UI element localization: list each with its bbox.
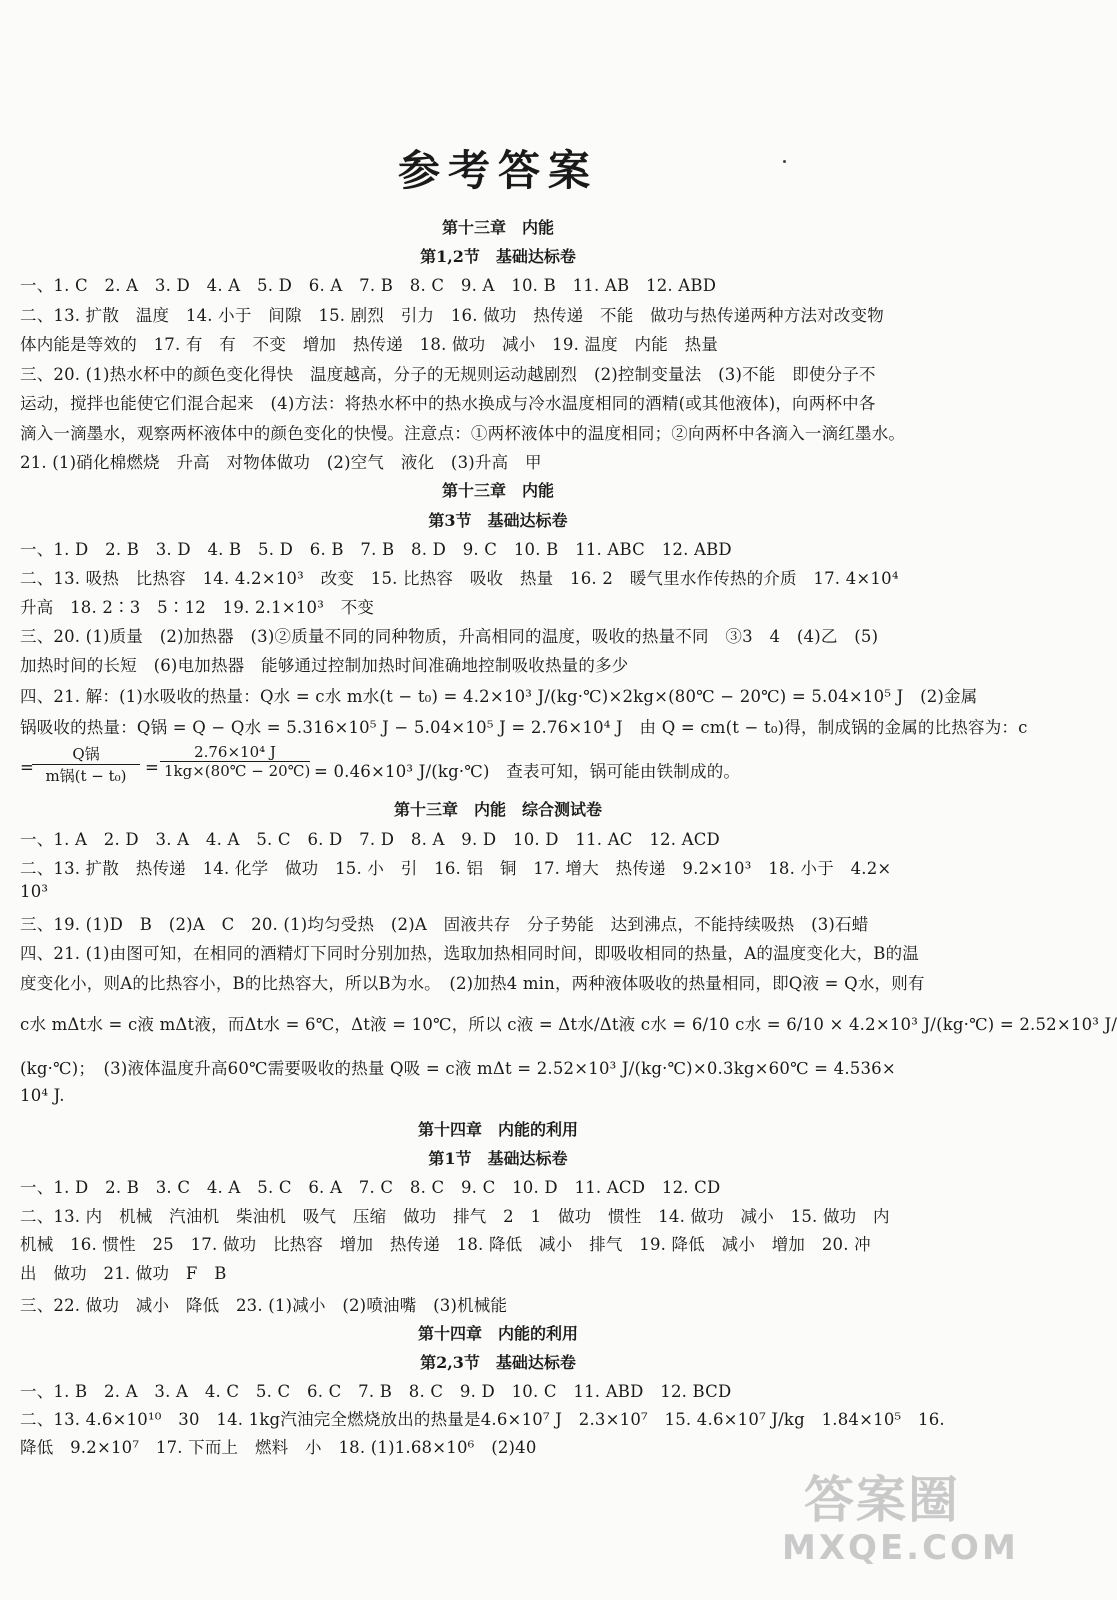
answer-line: 降低 9.2×10⁷ 17. 下而上 燃料 小 18. (1)1.68×10⁶ (2)40 xyxy=(20,1438,537,1457)
watermark-url: MXQE.COM xyxy=(782,1528,1019,1568)
page-title: 参考答案 xyxy=(397,146,598,195)
answer-line: 升高 18. 2∶3 5∶12 19. 2.1×10³ 不变 xyxy=(20,598,375,617)
fraction-values xyxy=(160,743,310,780)
chapter-heading: 第十三章 内能 xyxy=(441,218,554,237)
equals-sign: = xyxy=(145,758,160,777)
chapter-heading: 第十三章 内能 综合测试卷 xyxy=(393,800,602,819)
answer-line: 二、13. 内 机械 汽油机 柴油机 吸气 压缩 做功 排气 2 1 做功 惯性 14. 做功 减小 15. 做功 内 xyxy=(20,1207,890,1226)
answer-line: 一、1. A 2. D 3. A 4. A 5. C 6. D 7. D 8. A 9. D 10. D 11. AC 12. ACD xyxy=(20,830,720,849)
answer-line: 10⁴ J. xyxy=(20,1086,65,1105)
watermark-text: 答案圈 xyxy=(804,1471,960,1529)
answer-line: (kg·℃)； (3)液体温度升高60℃需要吸收的热量 Q吸 = c液 mΔt = 2.52×10³ J/(kg·℃)×0.3kg×60℃ = 4.536× xyxy=(20,1059,896,1078)
answer-line: 三、22. 做功 减小 降低 23. (1)减小 (2)喷油嘴 (3)机械能 xyxy=(20,1296,508,1315)
answer-line: 四、21. (1)由图可知，在相同的酒精灯下同时分别加热，选取加热相同时间，即吸收相同的热量，A的温度变化大，B的温 xyxy=(20,944,919,963)
fraction-numerator: 2.76×10⁴ J xyxy=(194,743,276,761)
answer-line: = 0.46×10³ J/(kg·℃) 查表可知，锅可能由铁制成的。 xyxy=(314,762,741,781)
answer-line: c水 mΔt水 = c液 mΔt液，而Δt水 = 6℃，Δt液 = 10℃，所以 c液 = Δt水/Δt液 c水 = 6/10 c水 = 6/10 × 4.2×10³ J/(kg·℃) = 2.52×10³ J/ xyxy=(20,1015,1117,1034)
speck xyxy=(783,160,786,163)
chapter-heading: 第十四章 内能的利用 xyxy=(417,1120,578,1139)
answer-line: 三、20. (1)热水杯中的颜色变化得快 温度越高，分子的无规则运动越剧烈 (2)控制变量法 (3)不能 即使分子不 xyxy=(20,365,876,384)
answer-line: 机械 16. 惯性 25 17. 做功 比热容 增加 热传递 18. 降低 减小 排气 19. 降低 减小 增加 20. 冲 xyxy=(20,1235,871,1254)
section-heading: 第1,2节 基础达标卷 xyxy=(420,247,576,266)
answer-line: 体内能是等效的 17. 有 有 不变 增加 热传递 18. 做功 减小 19. 温度 内能 热量 xyxy=(20,335,719,354)
fraction-numerator: Q锅 xyxy=(72,745,100,763)
fraction-denominator: 1kg×(80℃ − 20℃) xyxy=(164,762,311,780)
equals-sign: = xyxy=(20,758,35,777)
answer-line: 出 做功 21. 做功 F B xyxy=(20,1264,227,1283)
answer-line: 一、1. C 2. A 3. D 4. A 5. D 6. A 7. B 8. C 9. A 10. B 11. AB 12. ABD xyxy=(20,276,717,295)
answer-line: 二、13. 4.6×10¹⁰ 30 14. 1kg汽油完全燃烧放出的热量是4.6×10⁷ J 2.3×10⁷ 15. 4.6×10⁷ J/kg 1.84×10⁵ 16. xyxy=(20,1410,945,1429)
answer-line: 三、20. (1)质量 (2)加热器 (3)②质量不同的同种物质，升高相同的温度，吸收的热量不同 ③3 4 (4)乙 (5) xyxy=(20,627,879,646)
section-heading: 第3节 基础达标卷 xyxy=(428,511,568,530)
answer-line: 三、19. (1)D B (2)A C 20. (1)均匀受热 (2)A 固液共存 分子势能 达到沸点，不能持续吸热 (3)石蜡 xyxy=(20,915,869,934)
fraction-specific-heat xyxy=(32,743,140,786)
fraction-denominator: m锅(t − t₀) xyxy=(45,767,127,785)
answer-line: 一、1. B 2. A 3. A 4. C 5. C 6. C 7. B 8. C 9. D 10. C 11. ABD 12. BCD xyxy=(20,1382,732,1401)
answer-line: 10³ xyxy=(20,882,49,901)
answer-line: 二、13. 吸热 比热容 14. 4.2×10³ 改变 15. 比热容 吸收 热量 16. 2 暖气里水作传热的介质 17. 4×10⁴ xyxy=(20,569,899,588)
section-heading: 第2,3节 基础达标卷 xyxy=(420,1353,576,1372)
answer-line: 二、13. 扩散 热传递 14. 化学 做功 15. 小 引 16. 铝 铜 17. 增大 热传递 9.2×10³ 18. 小于 4.2× xyxy=(20,859,892,878)
answer-line: 一、1. D 2. B 3. C 4. A 5. C 6. A 7. C 8. C 9. C 10. D 11. ACD 12. CD xyxy=(20,1178,721,1197)
section-heading: 第1节 基础达标卷 xyxy=(428,1149,568,1168)
answer-line: 二、13. 扩散 温度 14. 小于 间隙 15. 剧烈 引力 16. 做功 热传递 不能 做功与热传递两种方法对改变物 xyxy=(20,306,884,325)
answer-line: 四、21. 解：(1)水吸收的热量：Q水 = c水 m水(t − t₀) = 4.2×10³ J/(kg·℃)×2kg×(80℃ − 20℃) = 5.04×10⁵ J (2)金属 xyxy=(20,687,978,706)
answer-line: 加热时间的长短 (6)电加热器 能够通过控制加热时间准确地控制吸收热量的多少 xyxy=(20,656,629,675)
site-watermark-logo xyxy=(782,1471,1019,1582)
answer-line: 度变化小，则A的比热容小，B的比热容大，所以B为水。 (2)加热4 min，两种液体吸收的热量相同，即Q液 = Q水，则有 xyxy=(20,974,925,993)
answer-line: 21. (1)硝化棉燃烧 升高 对物体做功 (2)空气 液化 (3)升高 甲 xyxy=(20,453,542,472)
answer-line: 运动，搅拌也能使它们混合起来 (4)方法：将热水杯中的热水换成与冷水温度相同的酒精(或其他液体)，向两杯中各 xyxy=(20,394,876,413)
answer-line: 滴入一滴墨水，观察两杯液体中的颜色变化的快慢。注意点：①两杯液体中的温度相同；②向两杯中各滴入一滴红墨水。 xyxy=(20,424,906,443)
chapter-heading: 第十三章 内能 xyxy=(441,481,554,500)
answer-line: 一、1. D 2. B 3. D 4. B 5. D 6. B 7. B 8. D 9. C 10. B 11. ABC 12. ABD xyxy=(20,540,732,559)
answer-line: 锅吸收的热量：Q锅 = Q − Q水 = 5.316×10⁵ J − 5.04×10⁵ J = 2.76×10⁴ J 由 Q = cm(t − t₀)得，制成锅的金属的比热容为：c xyxy=(20,718,1028,737)
chapter-heading: 第十四章 内能的利用 xyxy=(417,1324,578,1343)
